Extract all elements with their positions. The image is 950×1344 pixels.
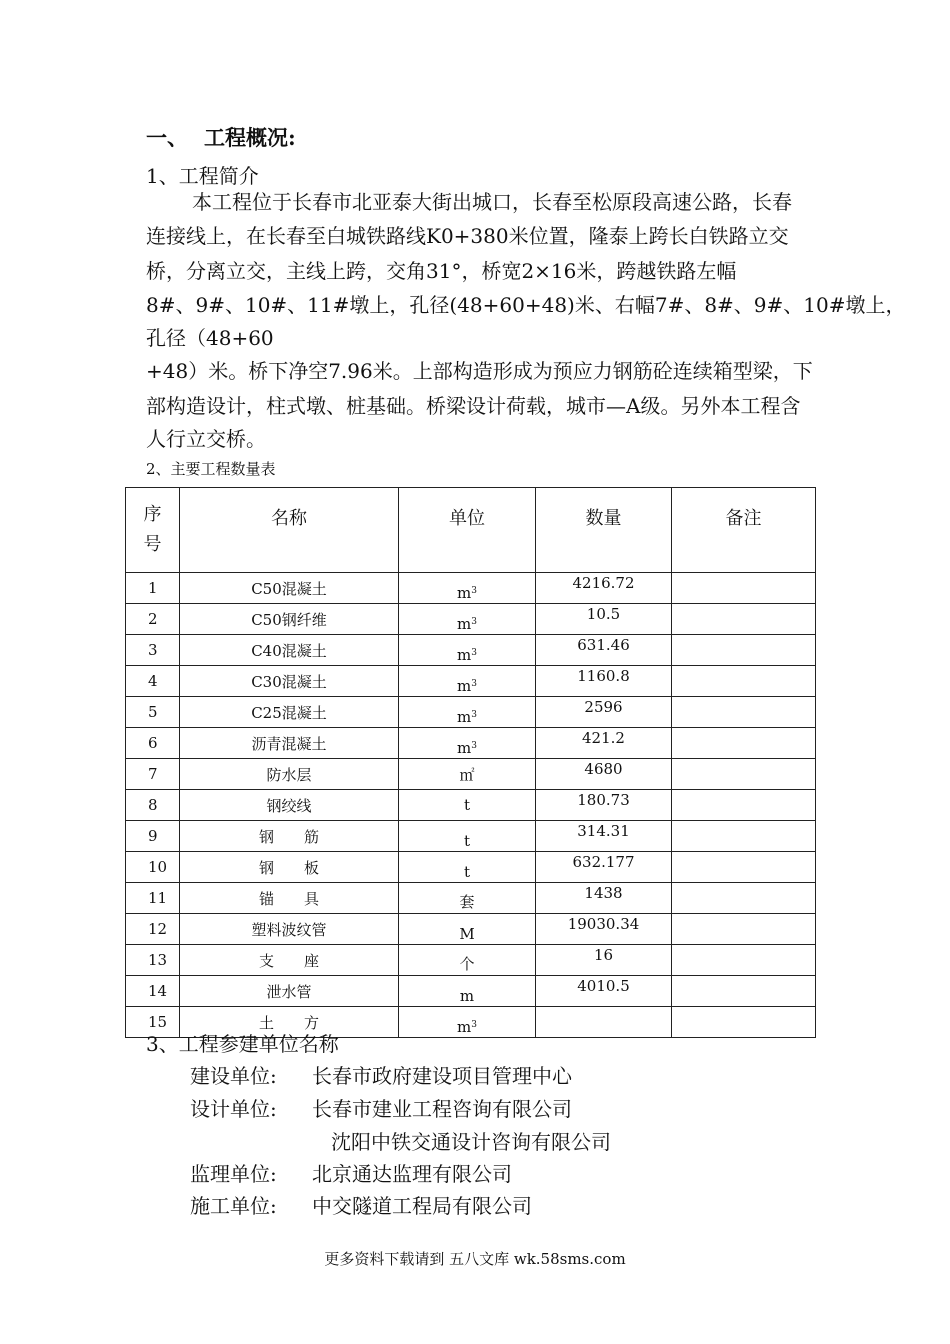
- cell-unit: [399, 821, 536, 852]
- cell-seq: 4: [126, 666, 180, 697]
- cell-name: 土 方: [180, 1007, 399, 1038]
- unit-symbol: m: [457, 584, 472, 602]
- cell-unit: [399, 666, 536, 697]
- cell-quantity: 421.2: [536, 728, 672, 759]
- table-row: [126, 573, 816, 604]
- cell-unit: [399, 635, 536, 666]
- cell-quantity: 19030.34: [536, 914, 672, 945]
- cell-quantity: 632.177: [536, 852, 672, 883]
- cell-name: C50混凝土: [180, 573, 399, 604]
- unit-symbol: 个: [459, 955, 475, 973]
- cell-name: 防水层: [180, 759, 399, 790]
- section-heading: [146, 122, 296, 152]
- cell-quantity: 631.46: [536, 635, 672, 666]
- cell-quantity: 4216.72: [536, 573, 672, 604]
- cell-seq: 15: [126, 1007, 180, 1038]
- cell-remark: [672, 945, 816, 976]
- unit-symbol: M: [459, 925, 475, 943]
- cell-remark: [672, 573, 816, 604]
- cell-name: 钢绞线: [180, 790, 399, 821]
- participants-heading: 3、工程参建单位名称: [146, 1032, 339, 1056]
- cell-seq: 3: [126, 635, 180, 666]
- cell-remark: [672, 759, 816, 790]
- table-header-row: [126, 488, 816, 573]
- cell-seq: 5: [126, 697, 180, 728]
- cell-name: C40混凝土: [180, 635, 399, 666]
- intro-line: +48）米。桥下净空7.96米。上部构造形成为预应力钢筋砼连续箱型梁，下: [146, 359, 813, 383]
- unit-symbol: m: [457, 677, 472, 695]
- cell-quantity: 314.31: [536, 821, 672, 852]
- cell-quantity: 4680: [536, 759, 672, 790]
- unit-superscript: 3: [471, 741, 477, 751]
- cell-seq: 13: [126, 945, 180, 976]
- cell-quantity: 10.5: [536, 604, 672, 635]
- cell-name: C30混凝土: [180, 666, 399, 697]
- supervisor-value: 北京通达监理有限公司: [312, 1162, 512, 1186]
- cell-quantity: [536, 1007, 672, 1038]
- section-number: 一、: [146, 125, 188, 150]
- cell-remark: [672, 790, 816, 821]
- unit-symbol: m: [457, 615, 472, 633]
- table-row: [126, 914, 816, 945]
- cell-name: C50钢纤维: [180, 604, 399, 635]
- unit-symbol: m: [457, 1018, 472, 1036]
- header-unit: 单位: [399, 488, 536, 573]
- cell-quantity: 16: [536, 945, 672, 976]
- cell-name: 钢 板: [180, 852, 399, 883]
- cell-remark: [672, 1007, 816, 1038]
- cell-unit: [399, 573, 536, 604]
- unit-symbol: m: [457, 739, 472, 757]
- cell-unit: [399, 790, 536, 821]
- table-row: [126, 883, 816, 914]
- cell-seq: 14: [126, 976, 180, 1007]
- contractor-label: 施工单位:: [190, 1194, 277, 1218]
- cell-remark: [672, 604, 816, 635]
- cell-remark: [672, 852, 816, 883]
- cell-seq: 8: [126, 790, 180, 821]
- unit-symbol: t: [463, 796, 471, 814]
- intro-heading: 1、工程简介: [146, 164, 259, 188]
- intro-line: 人行立交桥。: [146, 427, 266, 451]
- cell-seq: 11: [126, 883, 180, 914]
- intro-line: 8#、9#、10#、11#墩上，孔径(48+60+48)米、右幅7#、8#、9#、10#墩上，: [146, 293, 906, 317]
- cell-name: C25混凝土: [180, 697, 399, 728]
- header-seq-bottom: 号: [143, 534, 162, 555]
- cell-unit: [399, 945, 536, 976]
- builder-value: 长春市政府建设项目管理中心: [312, 1064, 572, 1088]
- table-row: [126, 604, 816, 635]
- cell-name: 锚 具: [180, 883, 399, 914]
- cell-unit: [399, 697, 536, 728]
- cell-name: 沥青混凝土: [180, 728, 399, 759]
- header-seq-top: 序: [143, 504, 162, 525]
- table-row: [126, 635, 816, 666]
- cell-unit: [399, 914, 536, 945]
- cell-name: 泄水管: [180, 976, 399, 1007]
- unit-symbol: m: [459, 987, 475, 1005]
- unit-superscript: 3: [471, 1020, 477, 1030]
- cell-quantity: 2596: [536, 697, 672, 728]
- table-row: [126, 759, 816, 790]
- cell-unit: [399, 604, 536, 635]
- cell-seq: 1: [126, 573, 180, 604]
- cell-unit: [399, 1007, 536, 1038]
- quantity-table-heading: 2、主要工程数量表: [146, 460, 276, 478]
- table-row: [126, 666, 816, 697]
- cell-quantity: 4010.5: [536, 976, 672, 1007]
- cell-quantity: 180.73: [536, 790, 672, 821]
- cell-name: 塑料波纹管: [180, 914, 399, 945]
- intro-line: 部构造设计，柱式墩、桩基础。桥梁设计荷载，城市—A级。另外本工程含: [146, 394, 801, 418]
- unit-symbol: m: [457, 646, 472, 664]
- table-row: [126, 976, 816, 1007]
- cell-unit: [399, 759, 536, 790]
- cell-seq: 6: [126, 728, 180, 759]
- unit-symbol: 套: [459, 893, 475, 911]
- table-row: [126, 697, 816, 728]
- header-quantity: 数量: [536, 488, 672, 573]
- unit-superscript: 3: [471, 648, 477, 658]
- cell-remark: [672, 728, 816, 759]
- unit-superscript: 3: [471, 679, 477, 689]
- designer-value-2: 沈阳中铁交通设计咨询有限公司: [331, 1130, 611, 1154]
- footer-link-text[interactable]: 更多资料下载请到 五八文库 wk.58sms.com: [324, 1250, 626, 1268]
- cell-seq: 7: [126, 759, 180, 790]
- cell-unit: [399, 976, 536, 1007]
- unit-superscript: 3: [471, 710, 477, 720]
- intro-line: 本工程位于长春市北亚泰大街出城口，长春至松原段高速公路，长春: [192, 190, 792, 214]
- table-row: [126, 945, 816, 976]
- cell-quantity: 1160.8: [536, 666, 672, 697]
- designer-label: 设计单位:: [190, 1097, 277, 1121]
- unit-symbol: t: [463, 832, 471, 850]
- cell-unit: [399, 852, 536, 883]
- unit-symbol: ㎡: [459, 765, 475, 784]
- cell-remark: [672, 976, 816, 1007]
- header-seq: [126, 488, 180, 573]
- cell-seq: 9: [126, 821, 180, 852]
- cell-seq: 10: [126, 852, 180, 883]
- cell-seq: 2: [126, 604, 180, 635]
- unit-superscript: 3: [471, 586, 477, 596]
- cell-remark: [672, 666, 816, 697]
- cell-unit: [399, 883, 536, 914]
- header-remark: 备注: [672, 488, 816, 573]
- unit-superscript: 3: [471, 617, 477, 627]
- contractor-value: 中交隧道工程局有限公司: [312, 1194, 532, 1218]
- builder-label: 建设单位:: [190, 1064, 277, 1088]
- table-row: [126, 790, 816, 821]
- section-title: 工程概况:: [204, 125, 296, 150]
- cell-remark: [672, 821, 816, 852]
- cell-remark: [672, 635, 816, 666]
- cell-remark: [672, 914, 816, 945]
- table-row: [126, 852, 816, 883]
- cell-seq: 12: [126, 914, 180, 945]
- intro-line: 孔径（48+60: [146, 326, 274, 350]
- cell-remark: [672, 697, 816, 728]
- supervisor-label: 监理单位:: [190, 1162, 277, 1186]
- table-row: [126, 728, 816, 759]
- cell-quantity: 1438: [536, 883, 672, 914]
- cell-remark: [672, 883, 816, 914]
- intro-line: 桥，分离立交，主线上跨，交角31°，桥宽2×16米，跨越铁路左幅: [146, 259, 737, 283]
- cell-unit: [399, 728, 536, 759]
- header-name: 名称: [180, 488, 399, 573]
- designer-value-1: 长春市建业工程咨询有限公司: [312, 1097, 572, 1121]
- unit-symbol: t: [463, 863, 471, 881]
- cell-name: 支 座: [180, 945, 399, 976]
- cell-name: 钢 筋: [180, 821, 399, 852]
- table-row: [126, 821, 816, 852]
- quantity-table: [125, 487, 816, 1038]
- unit-symbol: m: [457, 708, 472, 726]
- intro-line: 连接线上，在长春至白城铁路线K0+380米位置，隆泰上跨长白铁路立交: [146, 224, 789, 248]
